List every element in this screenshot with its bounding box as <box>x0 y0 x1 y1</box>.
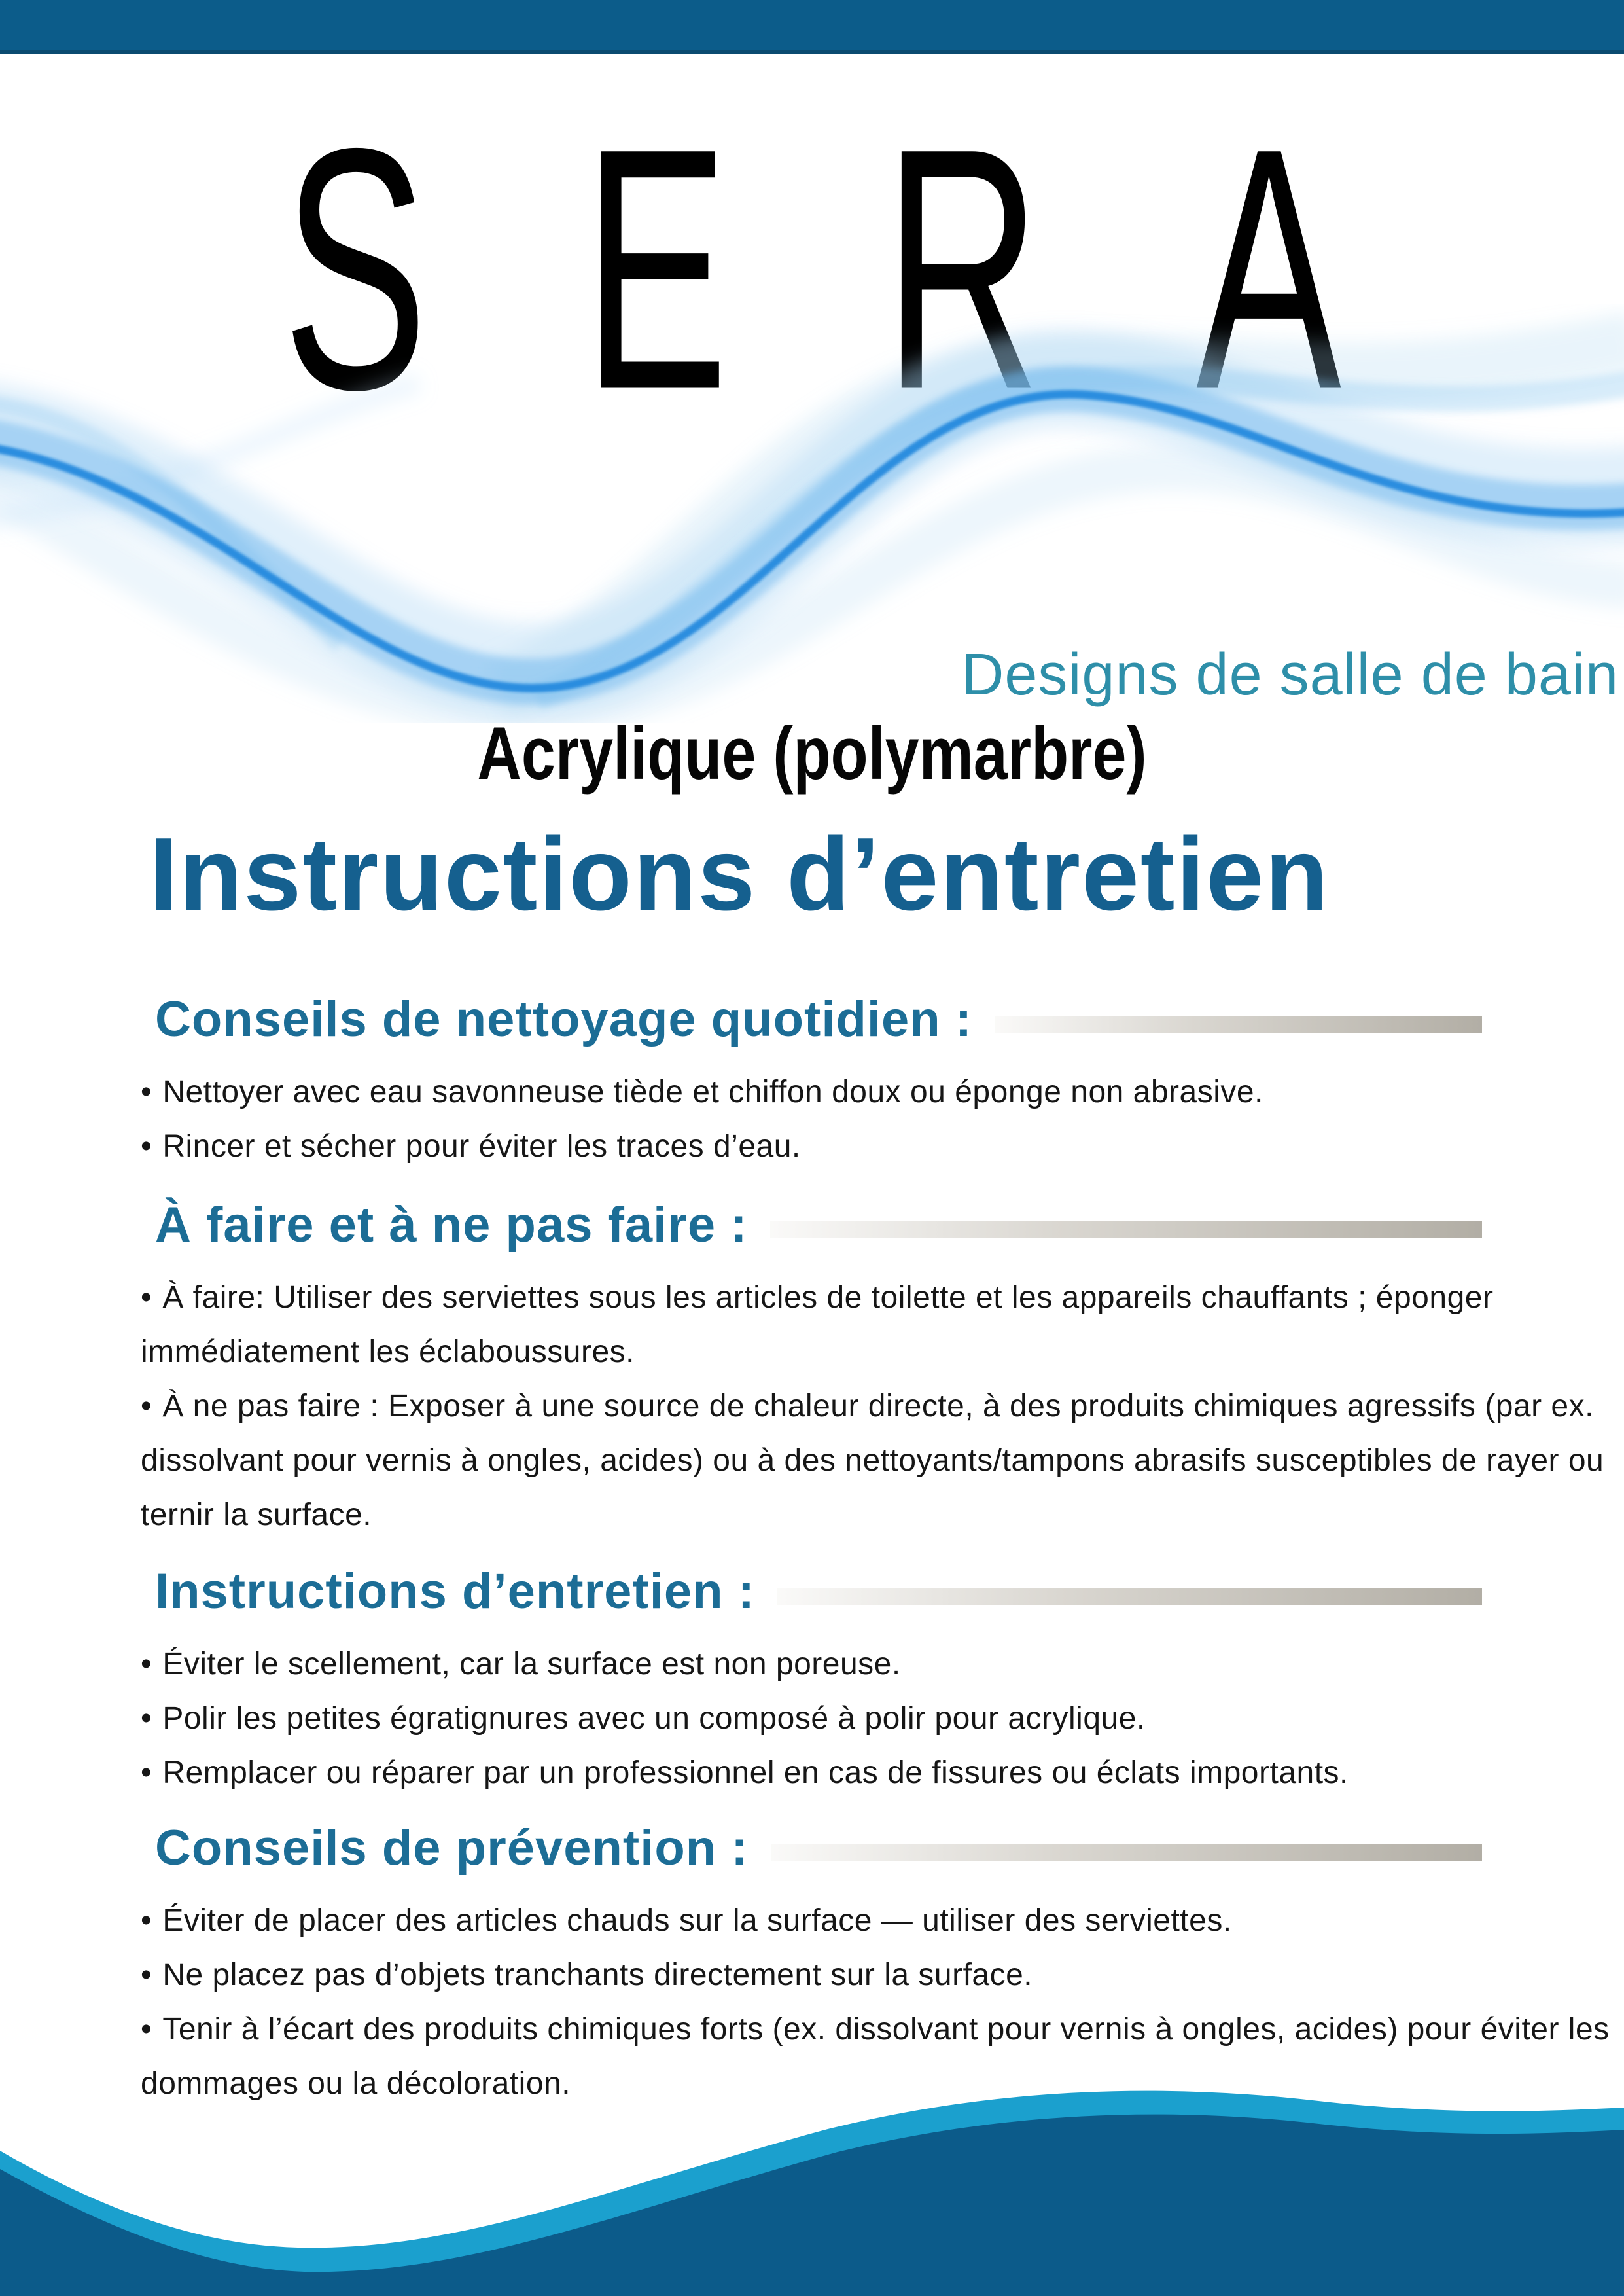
section-heading: Conseils de prévention : <box>155 1820 749 1876</box>
section-heading: Instructions d’entretien : <box>155 1564 755 1619</box>
bullet-list <box>141 1637 1624 1800</box>
list-item <box>141 1119 1624 1174</box>
list-item <box>141 1893 1624 1948</box>
list-item <box>141 1746 1624 1800</box>
list-item <box>141 1379 1624 1542</box>
list-item <box>141 1948 1624 2002</box>
bullet-text: Rincer et sécher pour éviter les traces d’eau. <box>162 1129 801 1164</box>
brand-tagline: Designs de salle de bain <box>961 642 1619 708</box>
bullet-text: Tenir à l’écart des produits chimiques forts (ex. dissolvant pour vernis à ongles, acides) pour éviter les dommages ou la décoloration. <box>141 2012 1610 2102</box>
list-item <box>141 1065 1624 1119</box>
footer-wave-graphic <box>0 2073 1624 2296</box>
bullet-text: Éviter de placer des articles chauds sur la surface — utiliser des serviettes. <box>162 1903 1232 1939</box>
bullet-text: À faire: Utiliser des serviettes sous les articles de toilette et les appareils chauffants ; éponger immédiatement les éclaboussures. <box>141 1280 1494 1370</box>
bullet-marker: • <box>141 1755 152 1791</box>
section-heading: À faire et à ne pas faire : <box>155 1197 748 1253</box>
bullet-marker: • <box>141 1958 152 1993</box>
section-heading-row <box>141 1195 1624 1255</box>
list-item <box>141 1270 1624 1379</box>
section-care-instructions <box>141 1562 1624 1800</box>
bullet-marker: • <box>141 1280 152 1316</box>
brand-logo: SERA <box>283 77 1497 461</box>
section-heading-row <box>141 1818 1624 1878</box>
bullet-text: Remplacer ou réparer par un professionnel en cas de fissures ou éclats importants. <box>162 1755 1349 1791</box>
bullet-marker: • <box>141 1129 152 1164</box>
bullet-list <box>141 1065 1624 1174</box>
section-dos-donts <box>141 1195 1624 1542</box>
top-bar <box>0 0 1624 54</box>
bullet-text: Nettoyer avec eau savonneuse tiède et chiffon doux ou éponge non abrasive. <box>162 1075 1263 1110</box>
section-heading-row <box>141 1562 1624 1621</box>
bullet-marker: • <box>141 2012 152 2047</box>
bullet-marker: • <box>141 1647 152 1682</box>
section-heading: Conseils de nettoyage quotidien : <box>155 992 973 1047</box>
bullet-marker: • <box>141 1075 152 1110</box>
list-item <box>141 1637 1624 1691</box>
bullet-list <box>141 1270 1624 1542</box>
page-title: Instructions d’entretien <box>149 817 1330 932</box>
bullet-text: À ne pas faire : Exposer à une source de chaleur directe, à des produits chimiques agressifs (par ex. dissolvant pour vernis à ongles, acides) ou à des nettoyants/tampons abrasifs susceptibles de rayer ou ternir la surface. <box>141 1389 1604 1533</box>
heading-rule <box>770 1221 1482 1238</box>
heading-rule <box>777 1588 1482 1605</box>
section-cleaning <box>141 990 1624 1174</box>
material-subtitle: Acrylique (polymarbre) <box>477 712 1147 795</box>
section-heading-row <box>141 990 1624 1049</box>
bullet-marker: • <box>141 1701 152 1736</box>
bullet-text: Ne placez pas d’objets tranchants directement sur la surface. <box>162 1958 1033 1993</box>
heading-rule <box>771 1844 1482 1861</box>
bullet-text: Éviter le scellement, car la surface est non poreuse. <box>162 1647 901 1682</box>
heading-rule <box>995 1016 1482 1033</box>
bullet-text: Polir les petites égratignures avec un composé à polir pour acrylique. <box>162 1701 1146 1736</box>
bullet-marker: • <box>141 1903 152 1939</box>
list-item <box>141 1691 1624 1746</box>
bullet-marker: • <box>141 1389 152 1424</box>
section-prevention <box>141 1818 1624 2111</box>
